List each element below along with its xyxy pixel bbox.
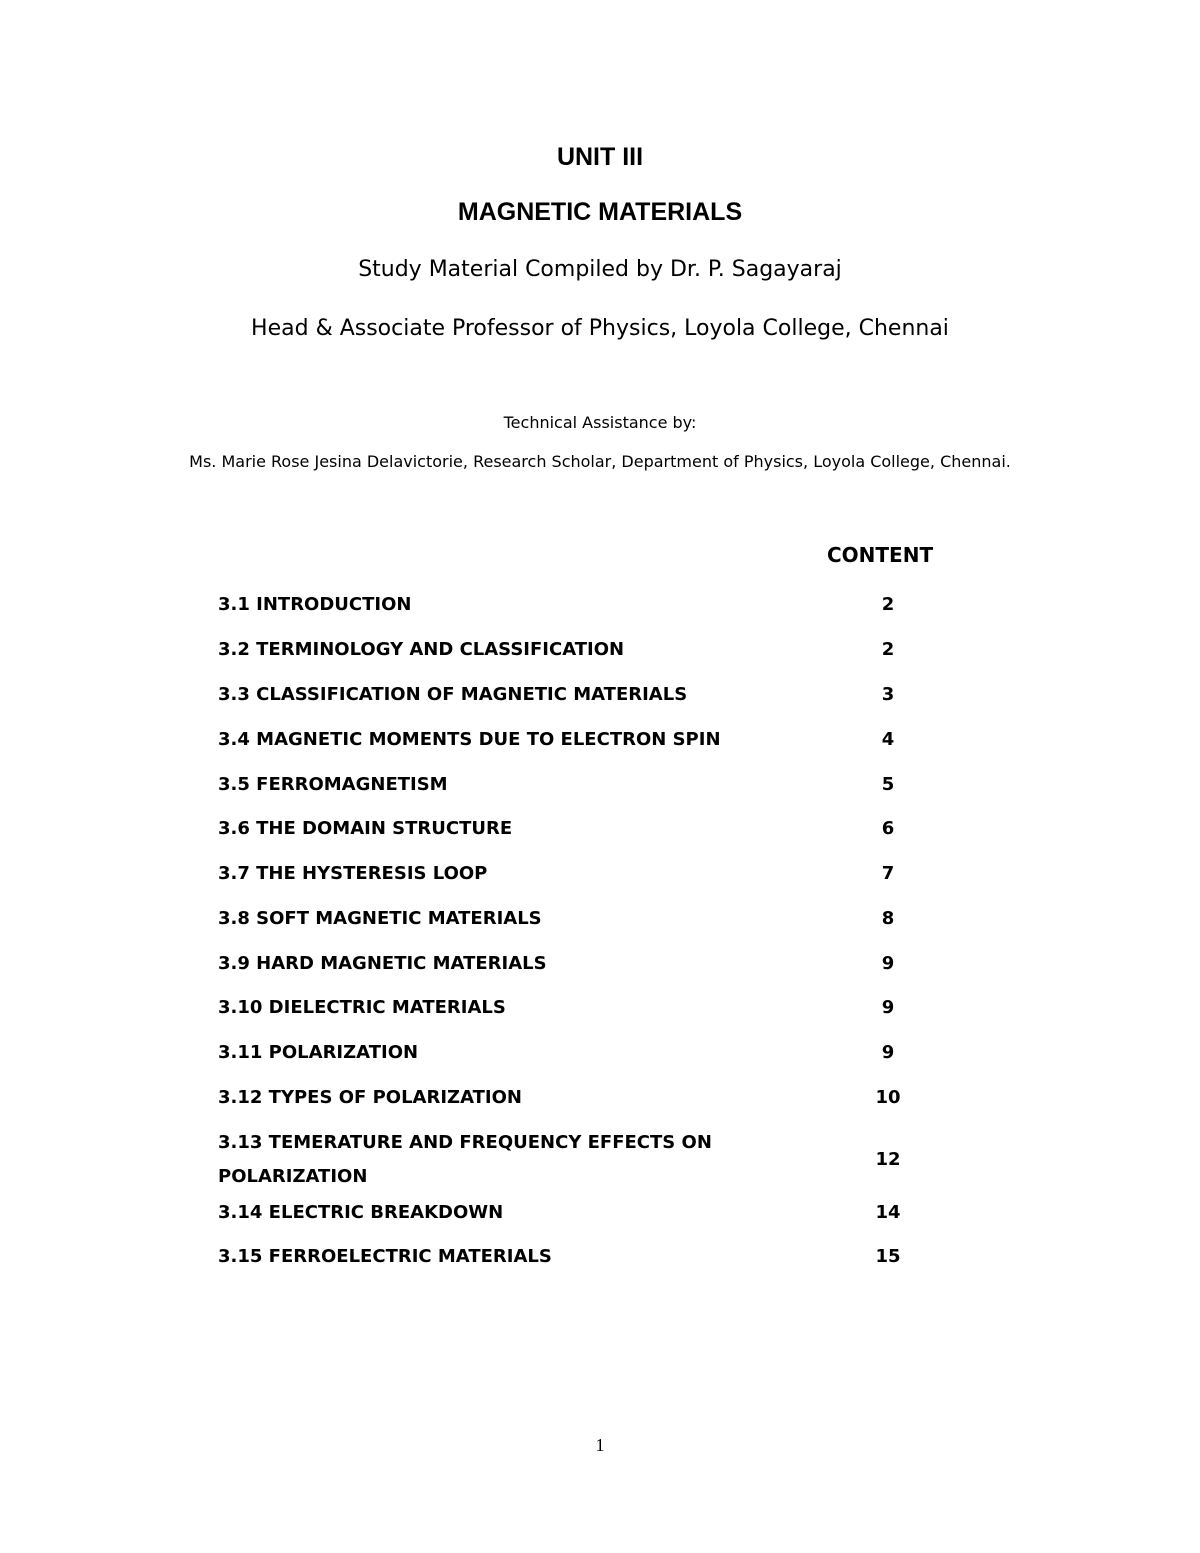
- toc-heading: CONTENT: [827, 543, 934, 567]
- toc-entry-title: 3.4 MAGNETIC MOMENTS DUE TO ELECTRON SPIN: [218, 729, 721, 750]
- toc-entry-title: 3.5 FERROMAGNETISM: [218, 774, 448, 795]
- toc-entry-title: 3.14 ELECTRIC BREAKDOWN: [218, 1202, 504, 1223]
- toc-entry-title: 3.12 TYPES OF POLARIZATION: [218, 1087, 522, 1108]
- toc-entry-page: 4: [881, 729, 895, 750]
- technical-assistance-label: Technical Assistance by:: [503, 413, 697, 432]
- toc-entry-page: 2: [881, 594, 895, 615]
- toc-entry-page: 5: [881, 774, 895, 795]
- toc-entry-title: 3.7 THE HYSTERESIS LOOP: [218, 863, 488, 884]
- toc-entry-title: 3.9 HARD MAGNETIC MATERIALS: [218, 953, 547, 974]
- toc-entry-page: 9: [881, 953, 895, 974]
- toc-entry-title: 3.8 SOFT MAGNETIC MATERIALS: [218, 908, 542, 929]
- toc-entry-page: 10: [875, 1087, 901, 1108]
- author-position-line: Head & Associate Professor of Physics, Loyola College, Chennai: [251, 316, 949, 341]
- toc-entry-page: 12: [875, 1149, 901, 1170]
- toc-entry-page: 7: [881, 863, 895, 884]
- toc-entry-page: 9: [881, 1042, 895, 1063]
- toc-entry-title: 3.6 THE DOMAIN STRUCTURE: [218, 818, 513, 839]
- unit-heading: UNIT III: [556, 143, 644, 171]
- toc-entry-page: 3: [881, 684, 895, 705]
- compiled-by-line: Study Material Compiled by Dr. P. Sagayaraj: [358, 257, 842, 282]
- toc-entry-title: 3.13 TEMERATURE AND FREQUENCY EFFECTS ON POLARIZATION: [218, 1132, 712, 1187]
- toc-entry-page: 6: [881, 818, 895, 839]
- toc-entry-title: 3.1 INTRODUCTION: [218, 594, 412, 615]
- toc-entry-title: 3.10 DIELECTRIC MATERIALS: [218, 997, 506, 1018]
- toc-entry-title: 3.2 TERMINOLOGY AND CLASSIFICATION: [218, 639, 625, 660]
- toc-entry-title: 3.11 POLARIZATION: [218, 1042, 419, 1063]
- technical-assistance-name: Ms. Marie Rose Jesina Delavictorie, Research Scholar, Department of Physics, Loyola College, Chennai.: [189, 452, 1011, 471]
- toc-entry-title: 3.15 FERROELECTRIC MATERIALS: [218, 1246, 552, 1267]
- toc-entry-page: 15: [875, 1246, 901, 1267]
- toc-entry-page: 8: [881, 908, 895, 929]
- toc-entry-page: 14: [875, 1202, 901, 1223]
- page-number: 1: [595, 1435, 605, 1455]
- document-title: MAGNETIC MATERIALS: [457, 198, 743, 226]
- toc-entry-page: 9: [881, 997, 895, 1018]
- toc-entry-title: 3.3 CLASSIFICATION OF MAGNETIC MATERIALS: [218, 684, 688, 705]
- toc-entry-page: 2: [881, 639, 895, 660]
